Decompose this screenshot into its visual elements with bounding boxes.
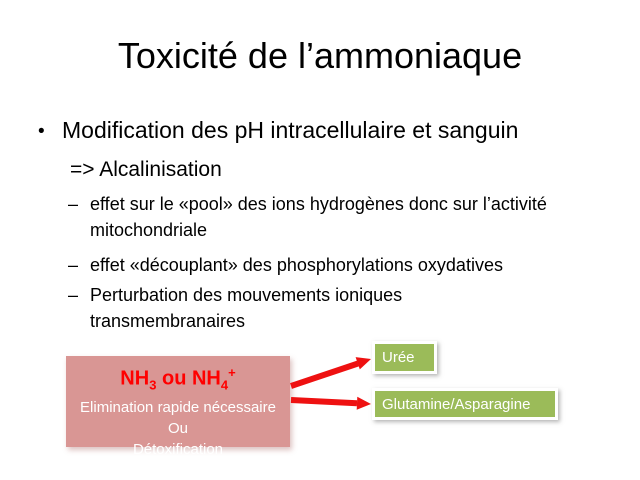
ammonia-box-line: Détoxification [132,440,224,458]
arrow-to-glutamine-icon [291,397,371,410]
dash-item-line: transmembranaires [90,311,246,331]
uree-label: Urée [382,349,415,366]
dash-item-decouplant [68,252,503,278]
dash-marker: – [68,194,79,214]
arrow-to-uree-icon [291,357,371,386]
bullet-item [38,117,518,145]
formula-middle: ou NH [156,367,221,390]
dash-item-text [90,191,547,243]
formula-subscript: 4 [220,377,229,393]
ammonia-box [66,356,290,458]
glutamine-asparagine-box [372,388,558,420]
ammonia-box-line: Elimination rapide nécessaire [80,398,276,416]
formula-subscript: 3 [149,377,157,393]
dash-item-line: Perturbation des mouvements ioniques [90,285,403,305]
bullet-marker: • [38,121,45,142]
ammonia-formula [66,361,290,397]
dash-item-line: mitochondriale [90,220,208,240]
dash-item-pool-ions [68,191,547,243]
glutamine-asparagine-label: Glutamine/Asparagine [382,395,531,413]
dash-item-text [90,252,503,278]
slide-title: Toxicité de l’ammoniaque [117,35,523,76]
uree-box [372,341,437,374]
sub-bullet-alcalinisation: => Alcalinisation [70,158,222,181]
dash-item-line: effet «découplant» des phosphorylations oxydatives [90,255,503,275]
dash-marker: – [68,255,79,275]
formula-superscript: + [228,365,236,380]
formula-prefix: NH [120,367,150,390]
dash-item-perturbation [68,282,402,334]
ammonia-box-line: Ou [167,419,188,437]
dash-item-text [90,282,402,334]
dash-marker: – [68,285,79,305]
bullet-text: Modification des pH intracellulaire et sanguin [62,117,519,143]
dash-item-line: effet sur le «pool» des ions hydrogènes donc sur l’activité [90,194,547,214]
